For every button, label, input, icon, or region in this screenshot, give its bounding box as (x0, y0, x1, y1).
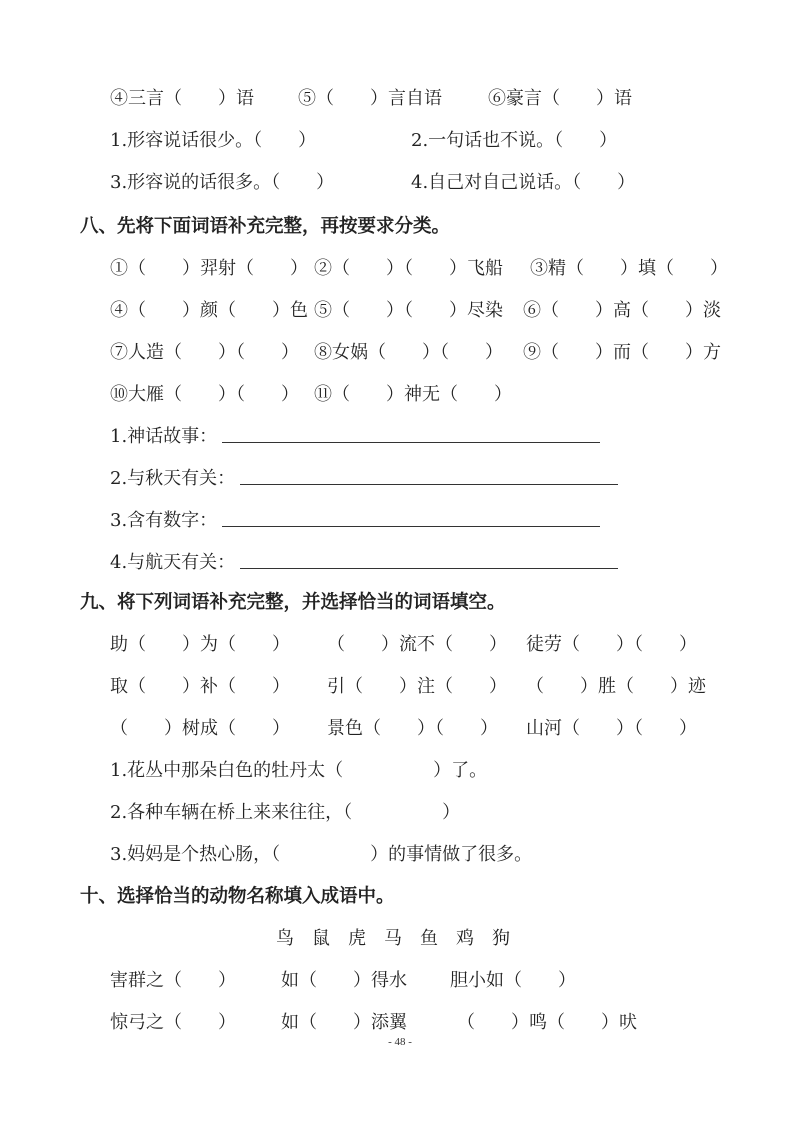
idiom-item: ⑩大雁（ ）（ ） (110, 384, 299, 405)
category-label: 4.与航天有关： (110, 552, 236, 573)
idiom-item: ③精（ ）填（ ） (530, 258, 728, 279)
idiom-row (0, 630, 800, 660)
answer-line[interactable] (240, 568, 618, 569)
question-item: 4.自己对自己说话。（ ） (411, 172, 636, 193)
section-heading: 九、将下列词语补充完整，并选择恰当的词语填空。 (80, 592, 506, 613)
category-label: 1.神话故事： (110, 426, 218, 447)
idiom-item: ⑨（ ）而（ ）方 (523, 342, 721, 363)
idiom-item: ①（ ）羿射（ ） (110, 258, 308, 279)
idiom-item: 如（ ）得水 (281, 970, 407, 991)
idiom-item: 取（ ）补（ ） (110, 676, 290, 697)
section-heading: 八、先将下面词语补充完整，再按要求分类。 (80, 216, 451, 237)
idiom-item: ②（ ）（ ）飞船 (314, 258, 503, 279)
idiom-item: ⑦人造（ ）（ ） (110, 342, 299, 363)
idiom-row (0, 84, 800, 114)
fill-sentence: 1.花丛中那朵白色的牡丹太（ ）了。 (110, 760, 488, 781)
answer-line[interactable] (222, 442, 600, 443)
idiom-item: 景色（ ）（ ） (327, 718, 498, 739)
idiom-item: ⑤（ ）（ ）尽染 (314, 300, 503, 321)
question-item: 2.一句话也不说。（ ） (411, 130, 618, 151)
idiom-item: ⑥豪言（ ）语 (488, 88, 632, 109)
idiom-item: 徒劳（ ）（ ） (526, 634, 697, 655)
idiom-row (0, 296, 800, 326)
question-row (0, 126, 800, 156)
idiom-item: 助（ ）为（ ） (110, 634, 290, 655)
question-item: 1.形容说话很少。（ ） (110, 130, 317, 151)
idiom-item: ⑤（ ）言自语 (298, 88, 442, 109)
idiom-row (0, 966, 800, 996)
question-row (0, 168, 800, 198)
idiom-row (0, 672, 800, 702)
fill-sentence: 3.妈妈是个热心肠，（ ）的事情做了很多。 (110, 844, 533, 865)
category-label: 3.含有数字： (110, 510, 218, 531)
idiom-item: 胆小如（ ） (450, 970, 576, 991)
idiom-item: （ ）鸣（ ）吠 (457, 1012, 637, 1033)
answer-line[interactable] (240, 484, 618, 485)
idiom-item: ⑥（ ）高（ ）淡 (523, 300, 721, 321)
idiom-item: （ ）树成（ ） (110, 718, 290, 739)
idiom-item: ⑪（ ）神无（ ） (314, 384, 512, 405)
idiom-item: 如（ ）添翼 (281, 1012, 407, 1033)
idiom-item: ④（ ）颜（ ）色 (110, 300, 308, 321)
idiom-row (0, 254, 800, 284)
animal-word-bank: 鸟 鼠 虎 马 鱼 鸡 狗 (276, 928, 510, 949)
idiom-item: 害群之（ ） (110, 970, 236, 991)
idiom-item: ④三言（ ）语 (110, 88, 254, 109)
idiom-row (0, 380, 800, 410)
idiom-item: ⑧女娲（ ）（ ） (314, 342, 503, 363)
page-number: - 48 - (388, 1036, 412, 1048)
idiom-item: 引（ ）注（ ） (327, 676, 507, 697)
idiom-item: （ ）流不（ ） (327, 634, 507, 655)
fill-sentence: 2.各种车辆在桥上来来往往，（ ） (110, 802, 461, 823)
idiom-row (0, 714, 800, 744)
idiom-item: 惊弓之（ ） (110, 1012, 236, 1033)
category-label: 2.与秋天有关： (110, 468, 236, 489)
question-item: 3.形容说的话很多。（ ） (110, 172, 335, 193)
idiom-row (0, 1008, 800, 1038)
idiom-row (0, 338, 800, 368)
idiom-item: （ ）胜（ ）迹 (526, 676, 706, 697)
idiom-item: 山河（ ）（ ） (526, 718, 697, 739)
answer-line[interactable] (222, 526, 600, 527)
section-heading: 十、选择恰当的动物名称填入成语中。 (80, 886, 395, 907)
